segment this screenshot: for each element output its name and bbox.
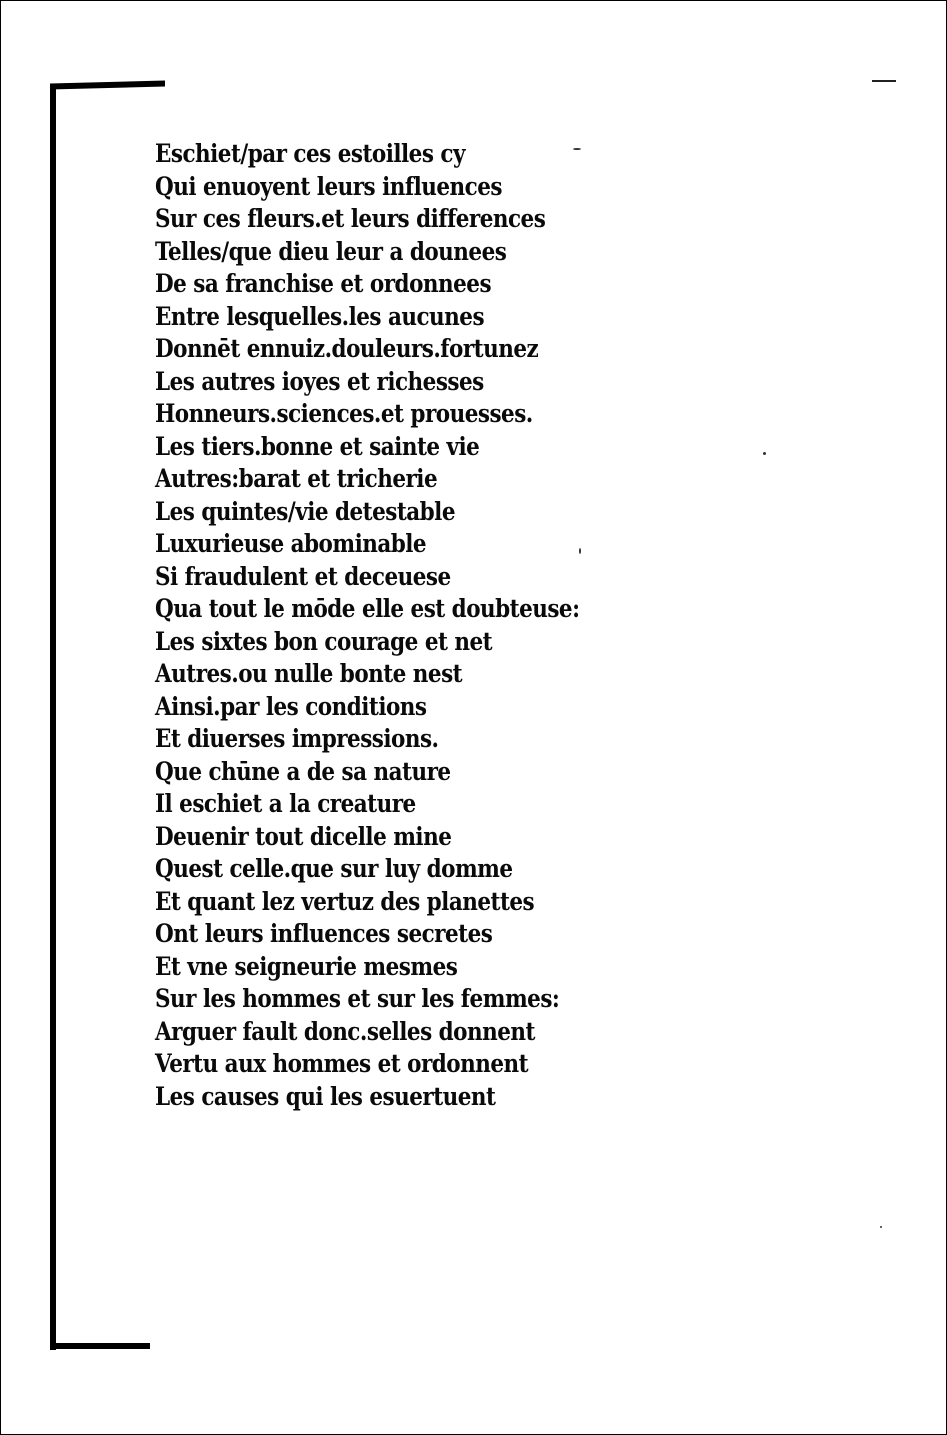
verse-line: Entre lesquelles.les aucunes: [155, 301, 485, 331]
verse-line: Et quant lez vertuz des planettes: [155, 886, 535, 916]
verse-line: Luxurieuse abominable: [155, 529, 427, 558]
verse-text: [155, 138, 595, 1113]
verse-line: Que chūne a de sa nature: [155, 756, 451, 786]
verse-line: Sur les hommes et sur les femmes:: [155, 984, 560, 1013]
verse-line: Qua tout le mōde elle est doubteuse:: [155, 594, 580, 623]
left-margin-bar: [50, 88, 56, 1350]
verse-line: De sa franchise et ordonnees: [155, 269, 492, 298]
verse-line: Arguer fault donc.selles donnent: [155, 1016, 535, 1046]
corner-mark: [872, 80, 896, 82]
verse-line: Les causes qui les esuertuent: [155, 1081, 496, 1111]
verse-line: Les autres ioyes et richesses: [155, 366, 484, 396]
verse-line: Et diuerses impressions.: [155, 724, 439, 753]
speck: [763, 452, 766, 455]
verse-line: Deuenir tout dicelle mine: [155, 821, 452, 851]
verse-line: Qui enuoyent leurs influences: [155, 171, 502, 201]
verse-line: Quest celle.que sur luy domme: [155, 854, 513, 883]
verse-line: Et vne seigneurie mesmes: [155, 951, 458, 981]
verse-line: Autres:barat et tricherie: [155, 464, 438, 493]
speck: [880, 1226, 882, 1228]
verse-line: Les quintes/vie detestable: [155, 496, 456, 526]
verse-line: Il eschiet a la creature: [155, 789, 416, 818]
verse-line: Autres.ou nulle bonte nest: [155, 659, 463, 688]
verse-line: Telles/que dieu leur a dounees: [155, 236, 507, 266]
verse-line: Les tiers.bonne et sainte vie: [155, 431, 480, 461]
verse-line: Donnēt ennuiz.douleurs.fortunez: [155, 334, 539, 363]
verse-line: Eschiet/par ces estoilles cy: [155, 139, 465, 168]
verse-line: Ainsi.par les conditions: [155, 691, 427, 721]
verse-line: Honneurs.sciences.et prouesses.: [155, 399, 533, 428]
bottom-rule: [50, 1343, 150, 1349]
verse-line: Ont leurs influences secretes: [155, 919, 493, 948]
verse-line: Sur ces fleurs.et leurs differences: [155, 204, 546, 233]
verse-line: Si fraudulent et deceuese: [155, 561, 451, 591]
verse-line: Vertu aux hommes et ordonnent: [155, 1049, 529, 1078]
verse-line: Les sixtes bon courage et net: [155, 626, 493, 656]
